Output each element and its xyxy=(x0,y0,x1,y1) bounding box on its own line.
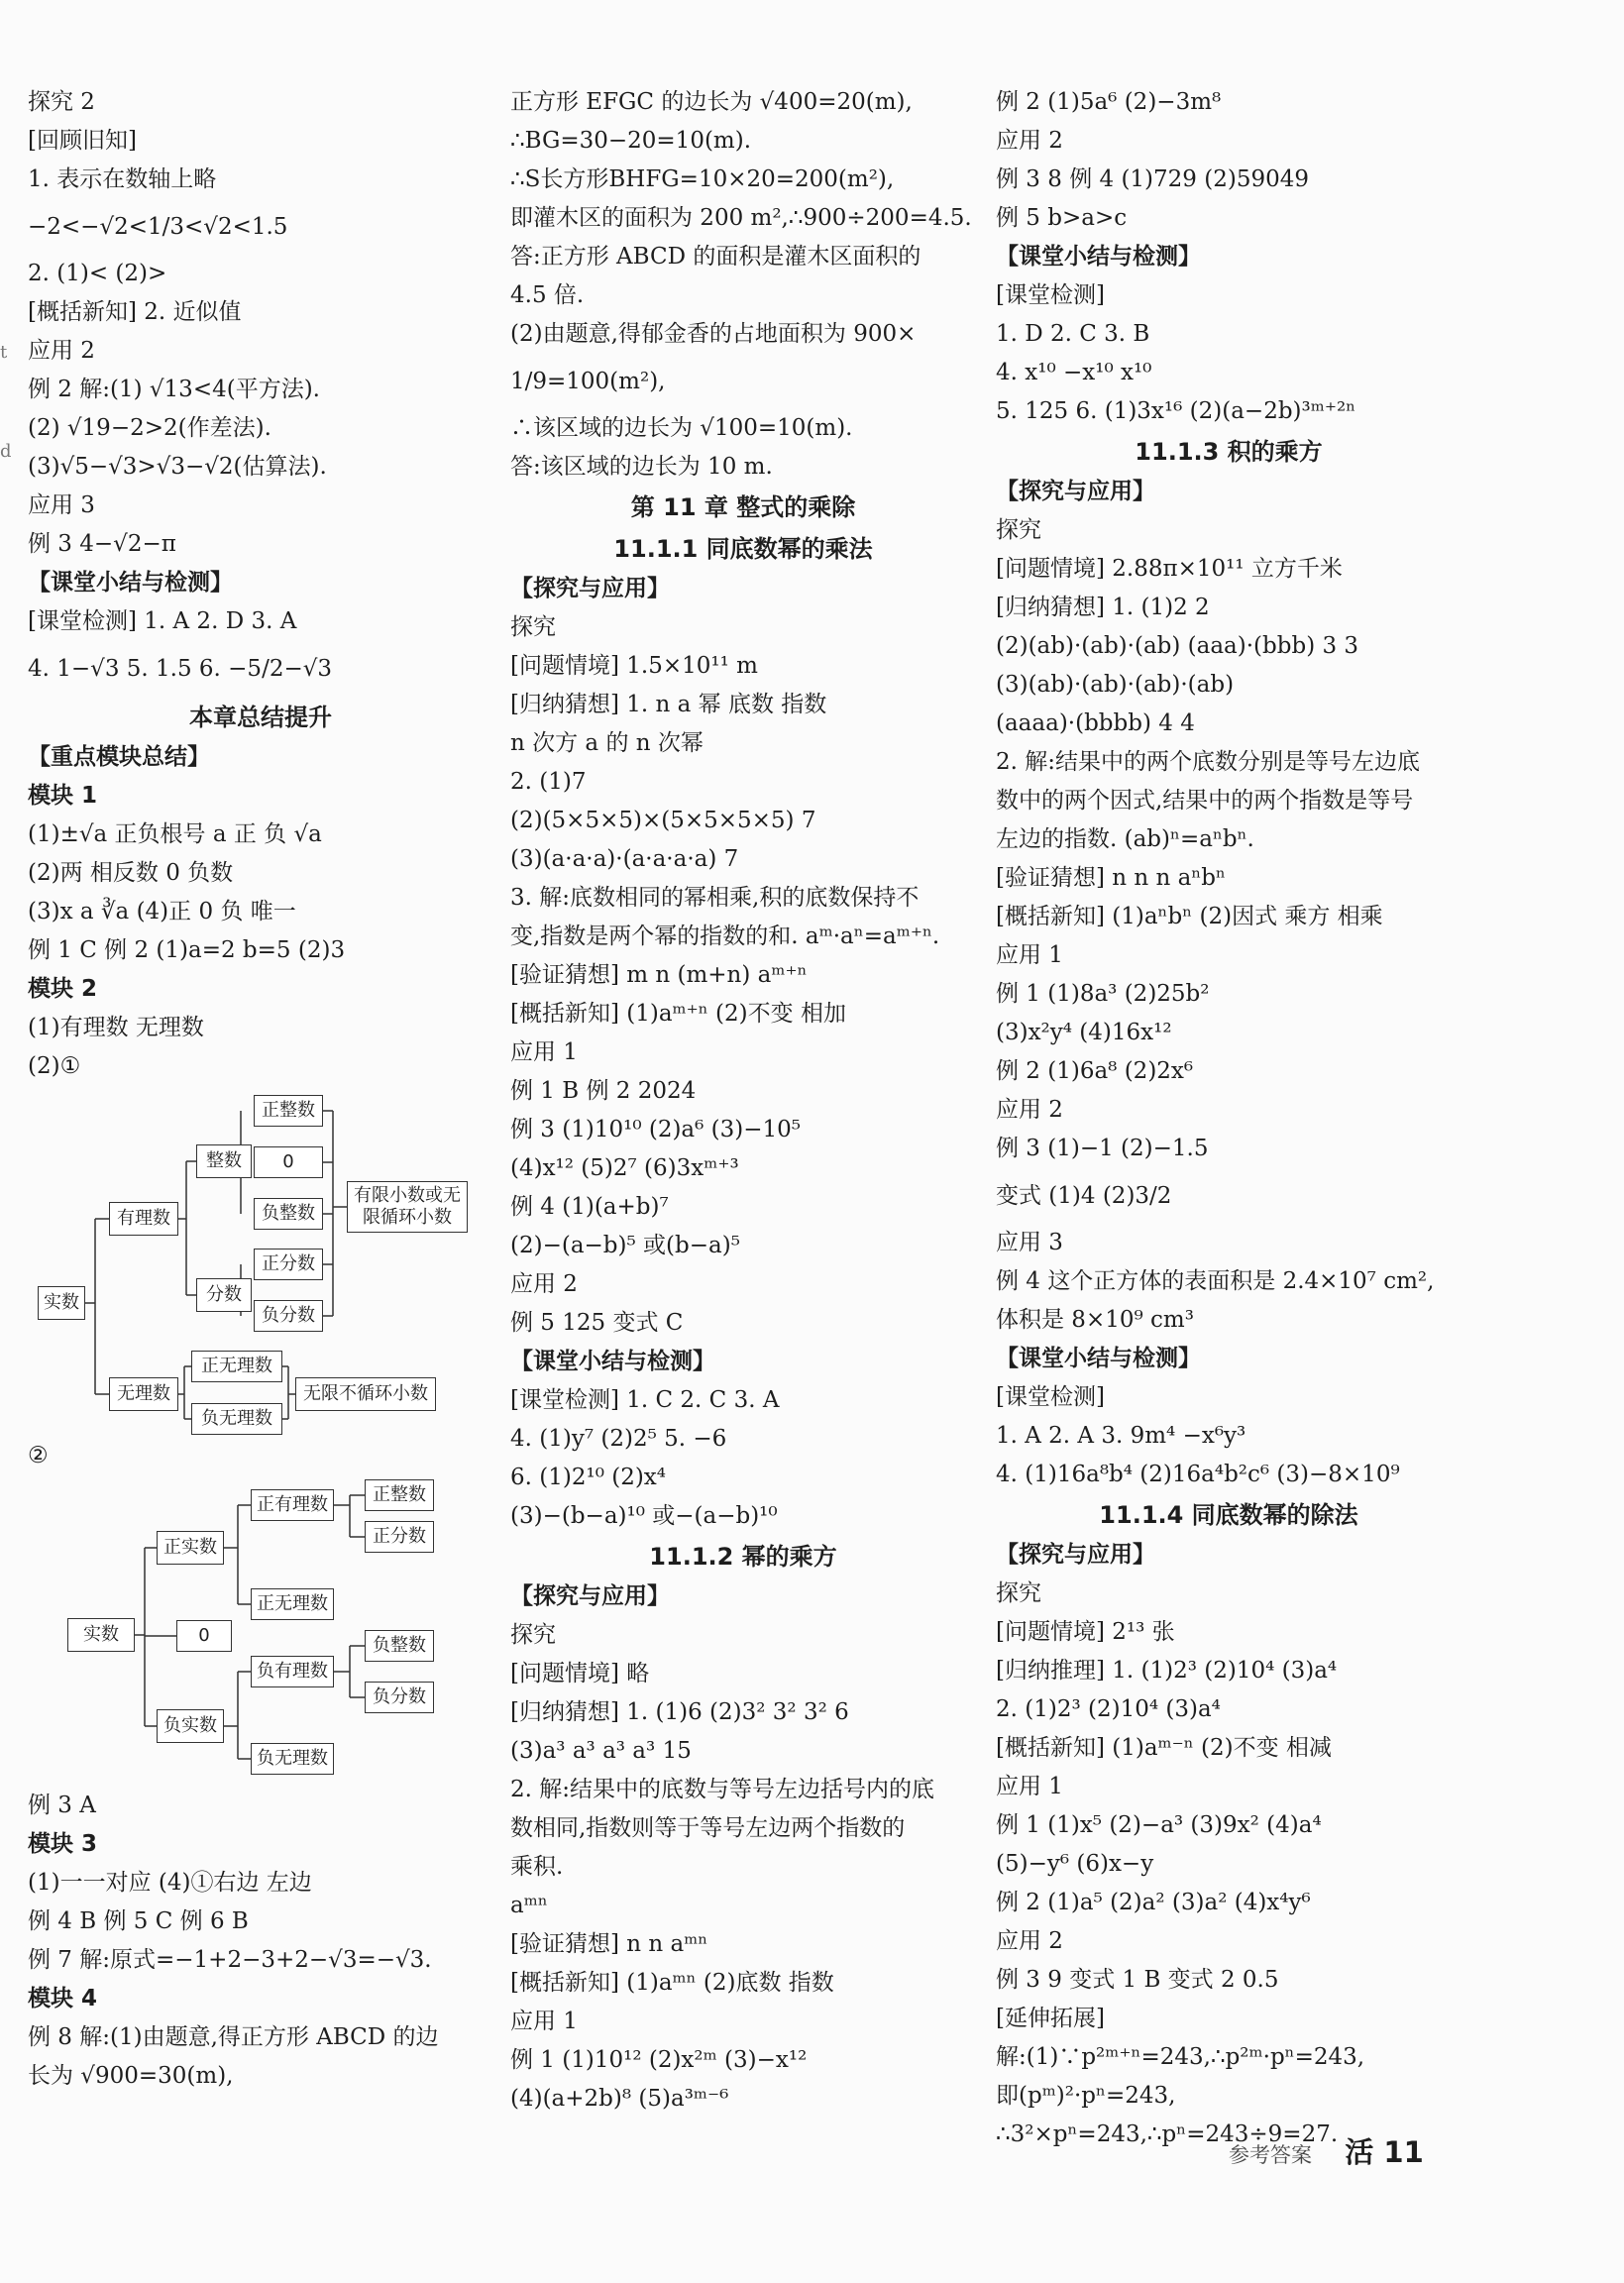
answer-line: (2)由题意,得郁金香的占地面积为 900× xyxy=(510,321,917,347)
answer-line: 【课堂小结与检测】 xyxy=(28,570,233,596)
answer-line: 2. (1)< (2)> xyxy=(28,261,167,286)
answer-line: 例 3 (1)−1 (2)−1.5 xyxy=(996,1136,1209,1161)
answer-line: (4)(a+2b)⁸ (5)a³ᵐ⁻⁶ xyxy=(510,2086,729,2112)
section-heading: 11.1.1 同底数幂的乘法 xyxy=(613,535,873,563)
answer-line: [回顾旧知] xyxy=(28,128,137,154)
tree-node-pos_irr: 正无理数 xyxy=(191,1351,282,1382)
tree-node-pos_int: 正整数 xyxy=(254,1095,323,1127)
tree-node-irrational: 无理数 xyxy=(109,1377,178,1411)
answer-line: 探究 xyxy=(996,517,1041,543)
answer-line: [课堂检测] 1. C 2. C 3. A xyxy=(510,1387,780,1413)
tree-node-integer: 整数 xyxy=(196,1144,252,1178)
tree-node-neg_irr: 负无理数 xyxy=(251,1743,334,1775)
answer-line: (3)−(b−a)¹⁰ 或−(a−b)¹⁰ xyxy=(510,1503,778,1529)
page-number: 活 11 xyxy=(1345,2135,1424,2169)
answer-line: 例 3 4−√2−π xyxy=(28,531,176,557)
answer-line: 答:正方形 ABCD 的面积是灌木区面积的 xyxy=(510,244,921,270)
answer-line: (1)有理数 无理数 xyxy=(28,1015,204,1040)
answer-line: 例 5 125 变式 C xyxy=(510,1310,684,1336)
tree-node-pos_rational: 正有理数 xyxy=(251,1489,334,1521)
answer-line: 例 1 (1)x⁵ (2)−a³ (3)9x² (4)a⁴ xyxy=(996,1812,1322,1838)
answer-line: 解:(1)∵p²ᵐ⁺ⁿ=243,∴p²ᵐ·pⁿ=243, xyxy=(996,2044,1365,2070)
answer-line: 1/9=100(m²), xyxy=(510,369,666,394)
answer-line: ② xyxy=(28,1443,49,1468)
answer-line: [课堂检测] 1. A 2. D 3. A xyxy=(28,608,297,634)
tree-node-neg_rational: 负有理数 xyxy=(251,1656,334,1687)
answer-line: (2)两 相反数 0 负数 xyxy=(28,860,234,886)
answer-line: [课堂检测] xyxy=(996,282,1105,308)
answer-line: 正方形 EFGC 的边长为 √400=20(m), xyxy=(510,89,913,115)
answer-line: 例 1 (1)10¹² (2)x²ᵐ (3)−x¹² xyxy=(510,2047,808,2073)
answer-line: 应用 1 xyxy=(510,2009,578,2034)
answer-line: (2)(5×5×5)×(5×5×5×5) 7 xyxy=(510,808,816,833)
answer-line: 应用 2 xyxy=(996,1097,1063,1123)
answer-line: 例 2 (1)5a⁶ (2)−3m⁸ xyxy=(996,89,1222,115)
answer-line: (2) √19−2>2(作差法). xyxy=(28,415,271,441)
tree-node-zero: 0 xyxy=(176,1620,232,1652)
answer-line: 1. 表示在数轴上略 xyxy=(28,166,217,192)
answer-line: 例 4 这个正方体的表面积是 2.4×10⁷ cm², xyxy=(996,1268,1435,1294)
answer-line: 例 3 8 例 4 (1)729 (2)59049 xyxy=(996,166,1309,192)
answer-line: 例 5 b>a>c xyxy=(996,205,1128,231)
answer-line: 例 2 (1)6a⁸ (2)2x⁶ xyxy=(996,1058,1194,1084)
answer-line: 【探究与应用】 xyxy=(996,1542,1155,1568)
tree-node-rational: 有理数 xyxy=(109,1202,178,1236)
tree-node-pos_frac: 正分数 xyxy=(365,1521,434,1553)
edge-mark: d xyxy=(0,441,12,462)
answer-line: 4. (1)y⁷ (2)2⁵ 5. −6 xyxy=(510,1426,727,1452)
answer-line: [概括新知] (1)aᵐ⁺ⁿ (2)不变 相加 xyxy=(510,1001,846,1027)
answer-line: 【课堂小结与检测】 xyxy=(510,1349,715,1374)
answer-line: 4.5 倍. xyxy=(510,282,585,308)
answer-line: 答:该区域的边长为 10 m. xyxy=(510,454,773,480)
tree-node-pos_int: 正整数 xyxy=(365,1479,434,1511)
answer-line: 4. x¹⁰ −x¹⁰ x¹⁰ xyxy=(996,360,1152,385)
answer-line: (1)±√a 正负根号 a 正 负 √a xyxy=(28,821,322,847)
answer-line: 应用 1 xyxy=(996,1774,1063,1799)
answer-line: (1)一一对应 (4)①右边 左边 xyxy=(28,1870,312,1896)
answer-line: [概括新知] (1)aⁿbⁿ (2)因式 乘方 相乘 xyxy=(996,904,1383,929)
answer-line: [归纳猜想] 1. (1)6 (2)3² 3² 3² 6 xyxy=(510,1699,849,1725)
answer-line: 6. (1)2¹⁰ (2)x⁴ xyxy=(510,1465,666,1490)
answer-line: 【探究与应用】 xyxy=(510,576,670,601)
answer-line: [课堂检测] xyxy=(996,1384,1105,1410)
answer-line: [问题情境] 略 xyxy=(510,1661,650,1686)
answer-line: 探究 2 xyxy=(28,89,95,115)
answer-line: 应用 1 xyxy=(510,1039,578,1065)
answer-line: 数相同,指数则等于等号左边两个指数的 xyxy=(510,1815,906,1841)
tree-node-root: 实数 xyxy=(67,1618,135,1652)
tree-node-neg_irr: 负无理数 xyxy=(191,1403,282,1435)
real-number-tree-1 xyxy=(28,1090,493,1433)
answer-line: 模块 4 xyxy=(28,1986,98,2011)
answer-line: (3)(ab)·(ab)·(ab)·(ab) xyxy=(996,672,1235,698)
section-heading: 本章总结提升 xyxy=(189,704,332,731)
answer-line: 应用 1 xyxy=(996,942,1063,968)
tree-node-neg_real: 负实数 xyxy=(157,1709,224,1743)
answer-line: 应用 3 xyxy=(28,492,95,518)
answer-line: [问题情境] 2.88π×10¹¹ 立方千米 xyxy=(996,556,1343,582)
tree-node-finite: 有限小数或无限循环小数 xyxy=(347,1181,468,1233)
answer-line: 例 2 (1)a⁵ (2)a² (3)a² (4)x⁴y⁶ xyxy=(996,1890,1311,1915)
answer-line: 应用 2 xyxy=(996,128,1063,154)
answer-line: 【重点模块总结】 xyxy=(28,744,210,770)
tree-node-pos_irr: 正无理数 xyxy=(251,1588,334,1620)
answer-line: (3)x a ∛a (4)正 0 负 唯一 xyxy=(28,899,296,924)
section-heading: 11.1.2 幂的乘方 xyxy=(649,1543,837,1571)
answer-line: 即灌木区的面积为 200 m²,∴900÷200=4.5. xyxy=(510,205,972,231)
answer-line: [验证猜想] m n (m+n) aᵐ⁺ⁿ xyxy=(510,962,808,988)
column-2 xyxy=(510,83,976,2119)
answer-line: 数中的两个因式,结果中的两个指数是等号 xyxy=(996,788,1414,814)
answer-line: 长为 √900=30(m), xyxy=(28,2063,234,2089)
answer-line: aᵐⁿ xyxy=(510,1893,548,1918)
answer-line: (3)√5−√3>√3−√2(估算法). xyxy=(28,454,327,480)
answer-line: 【课堂小结与检测】 xyxy=(996,1346,1201,1371)
answer-line: ∴BG=30−20=10(m). xyxy=(510,128,752,154)
answer-line: 左边的指数. (ab)ⁿ=aⁿbⁿ. xyxy=(996,826,1254,852)
answer-line: 模块 1 xyxy=(28,783,98,809)
answer-line: 模块 3 xyxy=(28,1831,98,1857)
column-3 xyxy=(996,83,1462,2154)
answer-line: 探究 xyxy=(510,1622,556,1648)
answer-line: 例 3 (1)10¹⁰ (2)a⁶ (3)−10⁵ xyxy=(510,1117,802,1142)
answer-line: (4)x¹² (5)2⁷ (6)3xᵐ⁺³ xyxy=(510,1155,739,1181)
answer-line: n 次方 a 的 n 次幂 xyxy=(510,730,704,756)
answer-line: 例 1 C 例 2 (1)a=2 b=5 (2)3 xyxy=(28,937,346,963)
answer-line: (2)−(a−b)⁵ 或(b−a)⁵ xyxy=(510,1233,740,1258)
answer-line: 例 8 解:(1)由题意,得正方形 ABCD 的边 xyxy=(28,2024,439,2050)
answer-line: 变,指数是两个幂的指数的和. aᵐ·aⁿ=aᵐ⁺ⁿ. xyxy=(510,924,940,949)
answer-line: ∴3²×pⁿ=243,∴pⁿ=243÷9=27. xyxy=(996,2121,1339,2147)
answer-line: (2)① xyxy=(28,1053,81,1079)
answer-line: 应用 2 xyxy=(510,1271,578,1297)
answer-line: ∴该区域的边长为 √100=10(m). xyxy=(510,415,853,441)
answer-line: 4. (1)16a⁸b⁴ (2)16a⁴b²c⁶ (3)−8×10⁹ xyxy=(996,1462,1400,1487)
footer-ref: 参考答案 xyxy=(1229,2143,1312,2167)
page-footer xyxy=(1229,2130,1424,2171)
edge-mark: t xyxy=(0,342,8,363)
answer-line: 3. 解:底数相同的幂相乘,积的底数保持不 xyxy=(510,885,920,911)
answer-line: [概括新知] (1)aᵐⁿ (2)底数 指数 xyxy=(510,1970,834,1996)
tree-node-infinite: 无限不循环小数 xyxy=(295,1377,436,1411)
answer-line: [归纳猜想] 1. (1)2 2 xyxy=(996,595,1210,620)
answer-line: (3)x²y⁴ (4)16x¹² xyxy=(996,1020,1172,1045)
answer-line: 2. 解:结果中的两个底数分别是等号左边底 xyxy=(996,749,1421,775)
answer-line: 例 4 (1)(a+b)⁷ xyxy=(510,1194,669,1220)
tree-node-neg_frac: 负分数 xyxy=(365,1682,434,1713)
answer-line: 1. D 2. C 3. B xyxy=(996,321,1150,347)
section-heading: 11.1.4 同底数幂的除法 xyxy=(1099,1501,1358,1529)
answer-line: 【课堂小结与检测】 xyxy=(996,244,1201,270)
answer-line: 1. A 2. A 3. 9m⁴ −x⁶y³ xyxy=(996,1423,1246,1449)
answer-line: [延伸拓展] xyxy=(996,2006,1105,2031)
answer-line: 即(pᵐ)²·pⁿ=243, xyxy=(996,2083,1176,2109)
answer-line: 应用 2 xyxy=(996,1928,1063,1954)
tree-node-neg_frac: 负分数 xyxy=(254,1300,323,1332)
tree-node-pos_real: 正实数 xyxy=(157,1531,224,1565)
answer-line: 4. 1−√3 5. 1.5 6. −5/2−√3 xyxy=(28,656,333,682)
answer-line: [归纳推理] 1. (1)2³ (2)10⁴ (3)a⁴ xyxy=(996,1658,1338,1684)
answer-line: [验证猜想] n n n aⁿbⁿ xyxy=(996,865,1226,891)
answer-line: 2. 解:结果中的底数与等号左边括号内的底 xyxy=(510,1777,935,1802)
answer-line: 5. 125 6. (1)3x¹⁶ (2)(a−2b)³ᵐ⁺²ⁿ xyxy=(996,398,1356,424)
answer-line: 例 3 9 变式 1 B 变式 2 0.5 xyxy=(996,1967,1279,1993)
answer-line: (3)a³ a³ a³ a³ 15 xyxy=(510,1738,692,1764)
real-number-tree-2 xyxy=(28,1479,493,1783)
answer-line: 例 1 B 例 2 2024 xyxy=(510,1078,697,1104)
answer-line: [问题情境] 1.5×10¹¹ m xyxy=(510,653,758,679)
answer-line: 探究 xyxy=(996,1580,1041,1606)
section-heading: 第 11 章 整式的乘除 xyxy=(630,493,856,521)
tree-node-neg_int: 负整数 xyxy=(254,1198,323,1230)
answer-line: 探究 xyxy=(510,614,556,640)
section-heading: 11.1.3 积的乘方 xyxy=(1135,438,1323,466)
answer-line: 【探究与应用】 xyxy=(996,479,1155,504)
answer-line: [归纳猜想] 1. n a 幂 底数 指数 xyxy=(510,692,827,717)
answer-line: 2. (1)7 xyxy=(510,769,587,795)
answer-line: 应用 3 xyxy=(996,1230,1063,1255)
answer-line: [验证猜想] n n aᵐⁿ xyxy=(510,1931,708,1957)
tree-node-root: 实数 xyxy=(38,1286,85,1320)
column-1 xyxy=(28,83,493,2096)
answer-line: 例 1 (1)8a³ (2)25b² xyxy=(996,981,1210,1007)
answer-line: 模块 2 xyxy=(28,976,98,1002)
answer-line: 例 4 B 例 5 C 例 6 B xyxy=(28,1908,249,1934)
answer-line: (2)(ab)·(ab)·(ab) (aaa)·(bbb) 3 3 xyxy=(996,633,1359,659)
answer-line: 2. (1)2³ (2)10⁴ (3)a⁴ xyxy=(996,1696,1221,1722)
answer-line: [问题情境] 2¹³ 张 xyxy=(996,1619,1175,1645)
answer-line: 变式 (1)4 (2)3/2 xyxy=(996,1183,1172,1209)
tree-node-zero: 0 xyxy=(254,1146,323,1178)
answer-line: (3)(a·a·a)·(a·a·a·a) 7 xyxy=(510,846,739,872)
answer-line: 例 3 A xyxy=(28,1793,96,1818)
tree-node-fraction: 分数 xyxy=(196,1278,252,1312)
answer-line: 例 2 解:(1) √13<4(平方法). xyxy=(28,377,320,402)
tree-node-neg_int: 负整数 xyxy=(365,1630,434,1662)
answer-line: 例 7 解:原式=−1+2−3+2−√3=−√3. xyxy=(28,1947,432,1973)
answer-line: 应用 2 xyxy=(28,338,95,364)
answer-line: 【探究与应用】 xyxy=(510,1583,670,1609)
answer-line: 体积是 8×10⁹ cm³ xyxy=(996,1307,1194,1333)
answer-line: (aaaa)·(bbbb) 4 4 xyxy=(996,710,1195,736)
answer-line: (5)−y⁶ (6)x−y xyxy=(996,1851,1154,1877)
answer-line: −2<−√2<1/3<√2<1.5 xyxy=(28,214,288,240)
answer-line: [概括新知] 2. 近似值 xyxy=(28,299,242,325)
answer-line: 乘积. xyxy=(510,1854,564,1880)
tree-node-pos_frac: 正分数 xyxy=(254,1249,323,1280)
answer-line: ∴S长方形BHFG=10×20=200(m²), xyxy=(510,166,895,192)
answer-line: [概括新知] (1)aᵐ⁻ⁿ (2)不变 相减 xyxy=(996,1735,1332,1761)
